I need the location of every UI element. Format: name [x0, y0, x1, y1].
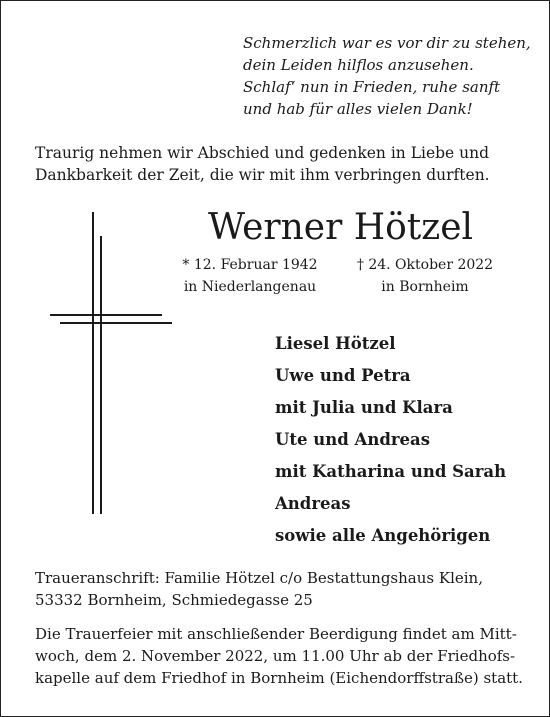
death-date: † 24. Oktober 2022 [356, 257, 494, 273]
funeral-info [35, 623, 535, 689]
poem-line: dein Leiden hilflos anzusehen. [243, 56, 474, 74]
mourner: Andreas [275, 494, 351, 513]
cross-icon [50, 212, 172, 514]
birth-info [170, 254, 330, 298]
mourning-address [35, 567, 535, 611]
address-line: 53332 Bornheim, Schmiedegasse 25 [35, 591, 313, 609]
mourner: Ute und Andreas [275, 430, 431, 449]
mourner: Liesel Hötzel [275, 334, 396, 353]
poem [243, 32, 533, 120]
address-line: Traueranschrift: Familie Hötzel c/o Bestattungshaus Klein, [35, 569, 483, 587]
mourner: sowie alle Angehörigen [275, 526, 491, 545]
birth-place: in Niederlangenau [183, 279, 317, 295]
poem-line: und hab für alles vielen Dank! [243, 100, 473, 118]
birth-date: * 12. Februar 1942 [182, 257, 318, 273]
intro-text [35, 142, 525, 186]
mourner: Uwe und Petra [275, 366, 411, 385]
funeral-line: woch, dem 2. November 2022, um 11.00 Uhr ab der Friedhofs- [35, 647, 516, 665]
funeral-line: kapelle auf dem Friedhof in Bornheim (Eichendorffstraße) statt. [35, 669, 523, 687]
intro-line: Traurig nehmen wir Abschied und gedenken in Liebe und [35, 144, 490, 162]
poem-line: Schlaf‘ nun in Frieden, ruhe sanft [243, 78, 501, 96]
mourner: mit Katharina und Sarah [275, 462, 507, 481]
funeral-line: Die Trauerfeier mit anschließender Beerdigung findet am Mitt- [35, 625, 517, 643]
deceased-name: Werner Hötzel [208, 207, 474, 248]
mourners-list [275, 328, 530, 552]
death-info [345, 254, 505, 298]
mourner: mit Julia und Klara [275, 398, 453, 417]
poem-line: Schmerzlich war es vor dir zu stehen, [243, 34, 531, 52]
death-place: in Bornheim [381, 279, 469, 295]
intro-line: Dankbarkeit der Zeit, die wir mit ihm verbringen durften. [35, 166, 490, 184]
